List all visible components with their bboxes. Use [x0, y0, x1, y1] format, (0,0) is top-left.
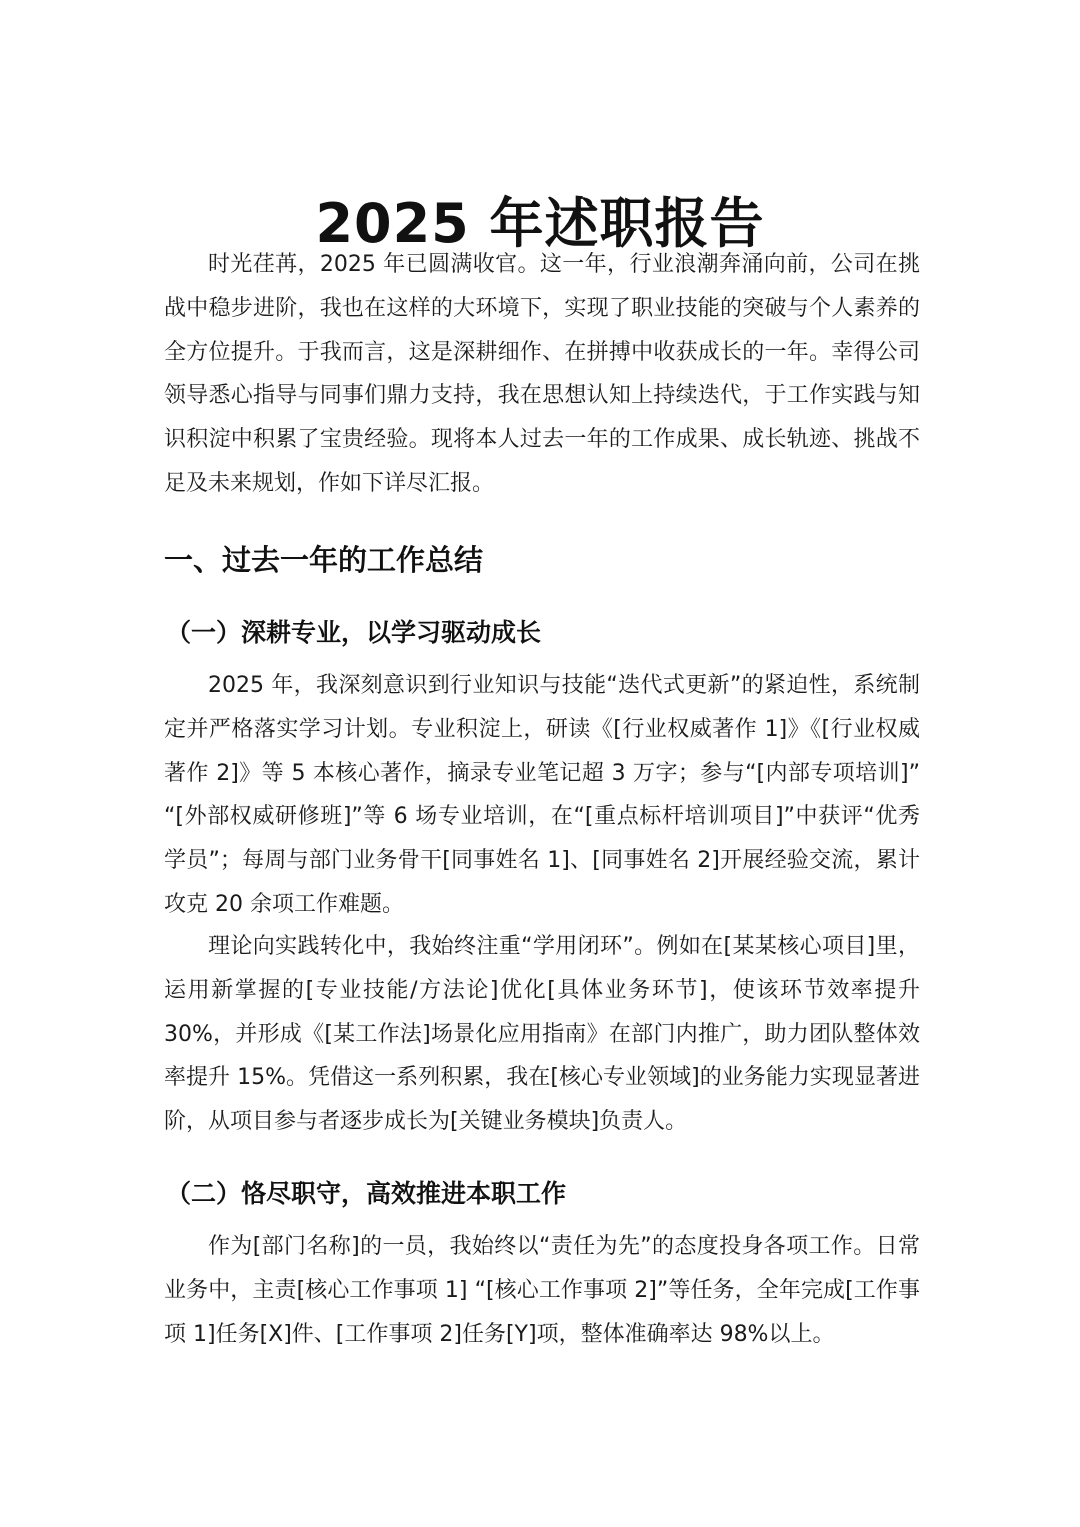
intro-paragraph: 时光荏苒，2025 年已圆满收官。这一年，行业浪潮奔涌向前，公司在挑战中稳步进阶，我也在这样的大环境下，实现了职业技能的突破与个人素养的全方位提升。于我而言，这是深耕细作、在拼搏中收获成长的一年。幸得公司领导悉心指导与同事们鼎力支持，我在思想认知上持续迭代，于工作实践与知识积淀中积累了宝贵经验。现将本人过去一年的工作成果、成长轨迹、挑战不足及未来规划，作如下详尽汇报。: [164, 252, 920, 496]
study-paragraph-2: 理论向实践转化中，我始终注重“学用闭环”。例如在[某某核心项目]里，运用新掌握的[专业技能/方法论]优化[具体业务环节]，使该环节效率提升 30%，并形成《[某工作法]场景化应用指南》在部门内推广，助力团队整体效率提升 15%。凭借这一系列积累，我在[核心专业领域]的业务能力实现显著进阶，从项目参与者逐步成长为[关键业务模块]负责人。: [164, 934, 920, 1135]
subsection-heading-duties: （二）恪尽职守，高效推进本职工作: [166, 1179, 567, 1208]
duties-paragraph-1: 作为[部门名称]的一员，我始终以“责任为先”的态度投身各项工作。日常业务中，主责[核心工作事项 1] “[核心工作事项 2]”等任务，全年完成[工作事项 1]任务[X]件、[工作事项 2]任务[Y]项，整体准确率达 98%以上。: [164, 1234, 920, 1347]
study-paragraph-1: 2025 年，我深刻意识到行业知识与技能“迭代式更新”的紧迫性，系统制定并严格落实学习计划。专业积淀上，研读《[行业权威著作 1]》《[行业权威著作 2]》等 5 本核心著作，摘录专业笔记超 3 万字；参与“[内部专项培训]” “[外部权威研修班]”等 6 场专业培训，在“[重点标杆培训项目]”中获评“优秀学员”；每周与部门业务骨干[同事姓名 1]、[同事姓名 2]开展经验交流，累计攻克 20 余项工作难题。: [164, 673, 920, 917]
subsection-heading-study: （一）深耕专业，以学习驱动成长: [166, 618, 542, 647]
section-heading-work-summary: 一、过去一年的工作总结: [164, 543, 484, 577]
document-title: 2025 年述职报告: [315, 192, 765, 256]
